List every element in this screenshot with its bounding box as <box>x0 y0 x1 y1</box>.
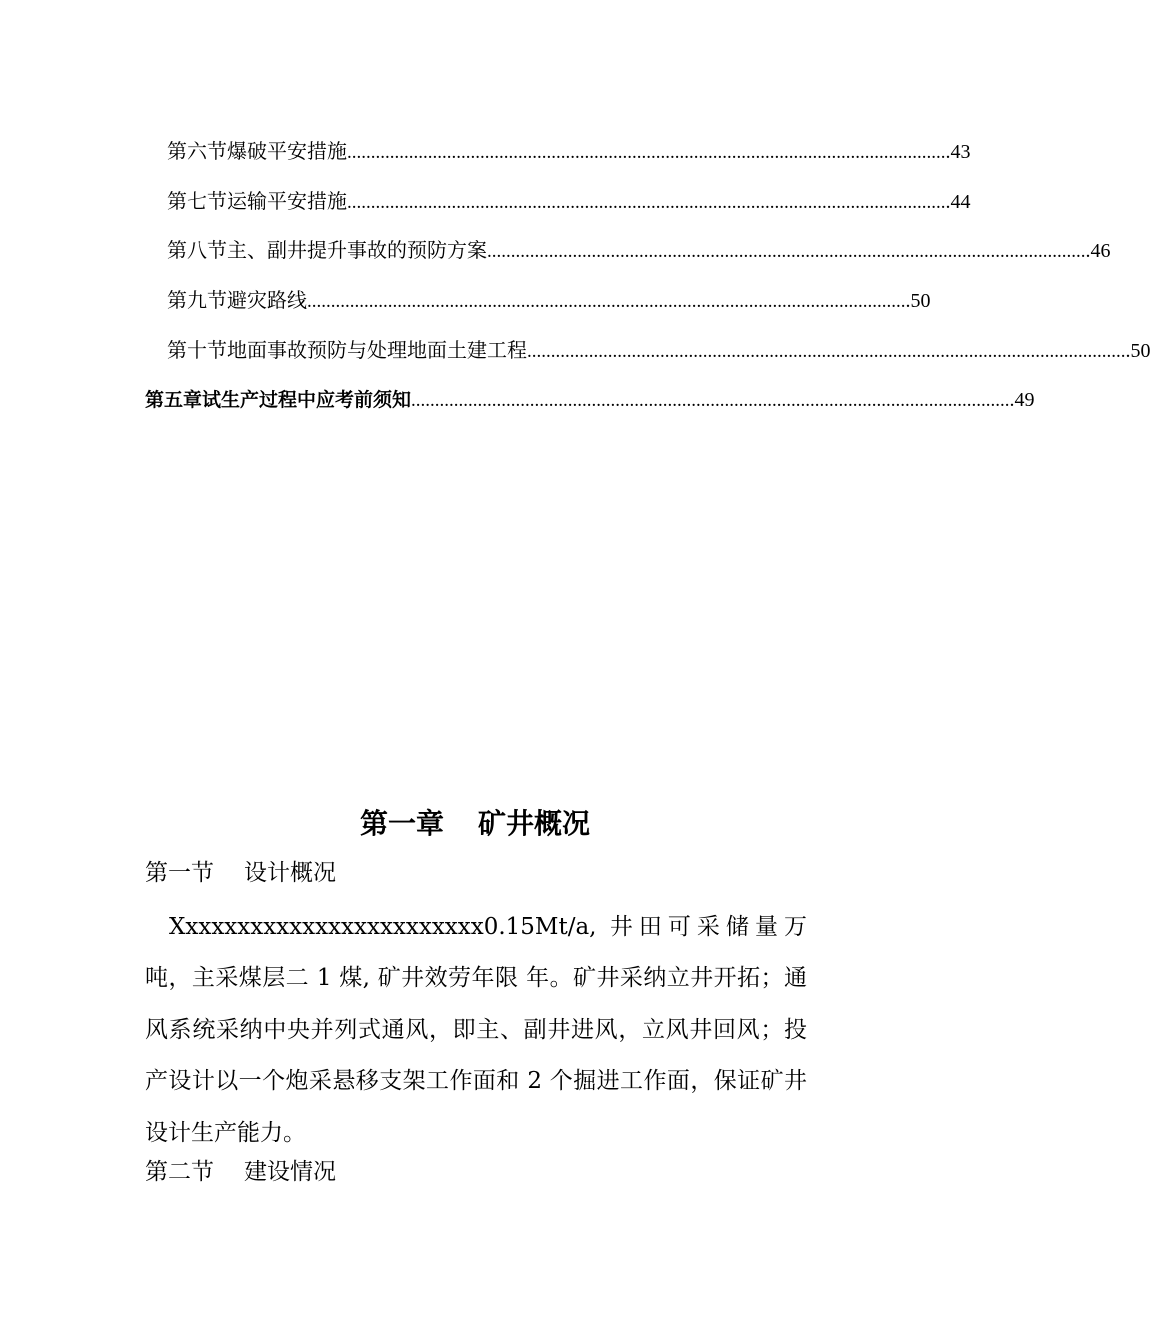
toc-leader-dots: .............................................................................................................................. <box>347 142 946 163</box>
chapter-title: 矿井概况 <box>478 807 591 840</box>
toc-leader-dots: .............................................................................................................................. <box>411 390 1010 411</box>
toc-leader-dots: .............................................................................................................................. <box>347 192 946 213</box>
toc-chapter-number: 第五章 <box>145 389 203 411</box>
toc-section-number: 第六节 <box>167 139 227 163</box>
toc-chapter-title: 试生产过程中应考前须知 <box>202 389 412 411</box>
toc-section-number: 第九节 <box>167 288 227 312</box>
section-title: 建设情况 <box>244 1159 336 1185</box>
toc-leader-dots: .............................................................................................................................. <box>307 291 906 312</box>
toc-page-number: .50 <box>1125 340 1151 362</box>
toc-section-title: 避灾路线 <box>227 288 307 312</box>
toc-section-title: 地面事故预防与处理地面土建工程 <box>227 338 527 362</box>
toc-section-number: 第七节 <box>167 189 227 213</box>
toc-entry[interactable] <box>167 188 971 216</box>
toc-leader-dots: .............................................................................................................................. <box>487 241 1086 262</box>
toc-leader-dots: .............................................................................................................................. <box>527 341 1126 362</box>
toc-section-title: 主、副井提升事故的预防方案 <box>227 238 487 262</box>
toc-section-number: 第十节 <box>167 338 227 362</box>
toc-page-number: .50 <box>905 290 931 312</box>
chapter-heading <box>0 806 950 842</box>
toc-section-number: 第八节 <box>167 238 227 262</box>
toc-entry[interactable] <box>167 138 971 166</box>
toc-entry[interactable] <box>167 337 1151 365</box>
section-heading <box>145 858 336 888</box>
chapter-number: 第一章 <box>359 807 444 840</box>
toc-page-number: .44 <box>945 191 971 213</box>
toc-page-number: .46 <box>1085 240 1111 262</box>
toc-page-number: .43 <box>945 141 971 163</box>
toc-section-title: 运输平安措施 <box>227 189 347 213</box>
toc-entry[interactable] <box>167 237 1111 265</box>
section-title: 设计概况 <box>244 860 336 886</box>
toc-entry[interactable] <box>167 287 931 315</box>
section-heading <box>145 1157 336 1187</box>
section-body-paragraph: Xxxxxxxxxxxxxxxxxxxxxxxx0.15Mt/a, 井田可采储量万吨，主采煤层二 1 煤, 矿井效劳年限 年。矿井采纳立井开拓；通风系统采纳中央并列式通风，即主、副井进风，立风井回风；投产设计以一个炮采悬移支架工作面和 2 个掘进工作面，保证矿井设计生产能力。 <box>145 914 807 1146</box>
toc-chapter-entry[interactable] <box>145 387 1035 414</box>
toc-page-number: .49 <box>1009 389 1035 411</box>
section-number: 第二节 <box>145 1159 214 1185</box>
section-number: 第一节 <box>145 860 214 886</box>
toc-section-title: 爆破平安措施 <box>227 139 347 163</box>
